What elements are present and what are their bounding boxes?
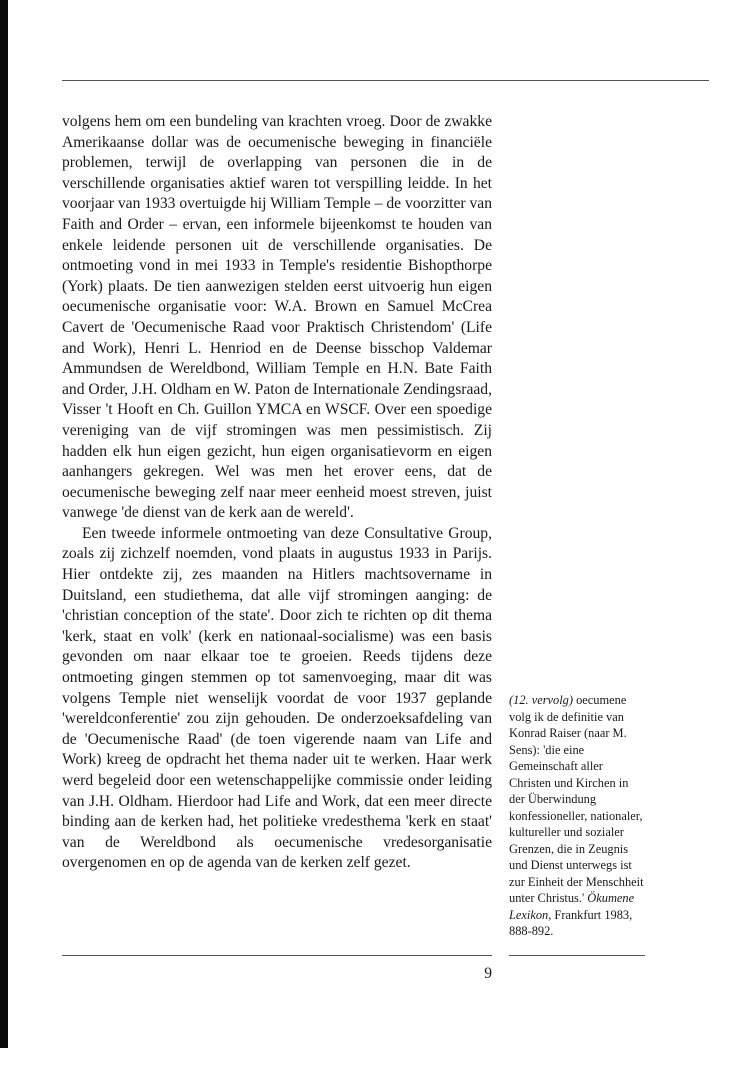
page-number: 9 — [484, 965, 492, 982]
footnote-title: Ökumene Lexikon — [509, 891, 635, 922]
scan-border — [0, 0, 8, 1048]
bottom-rule-main — [62, 955, 492, 956]
paragraph-2: Een tweede informele ontmoeting van deze Consultative Group, zoals zij zichzelf noemden, vond plaats in augustus 1933 in Parijs. Hier ontdekte zij, zes maanden na Hitlers machtsovername in Duitsland, een studiethema, dat alle vijf stromingen aanging: de 'christian conception of the state'. Door zich te richten op dit thema 'kerk, staat en volk' (kerk en nationaal-socialisme) was een basis gevonden om naar elkaar toe te groeien. Reeds tijdens deze ontmoeting gingen stemmen op tot samenvoeging, maar dit was volgens Temple niet wenselijk voordat de voor 1937 geplande 'wereldconferentie' zou zijn gehouden. De onderzoeksafdeling van de 'Oecumenische Raad' (de toen vigerende naam van Life and Work) kreeg de opdracht het thema nader uit te werken. Haar werk werd begeleid door een wetenschappelijke commissie onder leiding van J.H. Oldham. Hierdoor had Life and Work, dat een meer directe binding aan de kerken had, het politieke vredesthema 'kerk en staat' van de Wereldbond als oecumenische vredesorganisatie overgenomen en op de agenda van de kerken zelf gezet. — [62, 524, 492, 872]
footnote-body: oecumene volg ik de definitie van Konrad Raiser (naar M. Sens): 'die eine Gemeinschaft aller Christen und Kirchen in der Überwindung konfessioneller, nationaler, kultureller und sozialer Grenzen, die in Zeugnis und Dienst unterwegs ist zur Einheit der Menschheit unter Christus.' — [509, 693, 644, 905]
footnote-text — [509, 692, 645, 940]
main-text-column — [62, 112, 492, 874]
bottom-rule-side — [509, 955, 645, 956]
top-rule — [62, 80, 709, 81]
paragraph-1: volgens hem om een bundeling van krachten vroeg. Door de zwakke Amerikaanse dollar was de oecumenische beweging in financiële problemen, terwijl de overlapping van personen die in de verschillende organisaties aktief waren tot verspilling leidde. In het voorjaar van 1933 overtuigde hij William Temple – de voorzitter van Faith and Order – ervan, een informele bijeenkomst te houden van enkele leidende personen uit de verschillende organisaties. De ontmoeting vond in mei 1933 in Temple's residentie Bishopthorpe (York) plaats. De tien aanwezigen stelden eerst uitvoerig hun eigen oecumenische organisatie voor: W.A. Brown en Samuel McCrea Cavert de 'Oecumenische Raad voor Praktisch Christendom' (Life and Work), Henri L. Henriod en de Deense bisschop Valdemar Ammundsen de Wereldbond, William Temple en H.N. Bate Faith and Order, J.H. Oldham en W. Paton de Internationale Zendingsraad, Visser 't Hooft en Ch. Guillon YMCA en WSCF. Over een spoedige vereniging van de vijf stromingen was men pessimistisch. Zij hadden elk hun eigen gezicht, hun eigen organisatievorm en eigen aanhangers gekregen. Wel was men het erover eens, dat de oecumenische beweging zelf naar meer eenheid moest streven, juist vanwege 'de dienst van de kerk aan de wereld'. — [62, 113, 492, 522]
footnote-citation: , Frankfurt 1983, 888-892. — [509, 907, 633, 938]
footnote-ref: (12. vervolg) — [509, 693, 573, 707]
margin-footnote — [509, 692, 645, 940]
